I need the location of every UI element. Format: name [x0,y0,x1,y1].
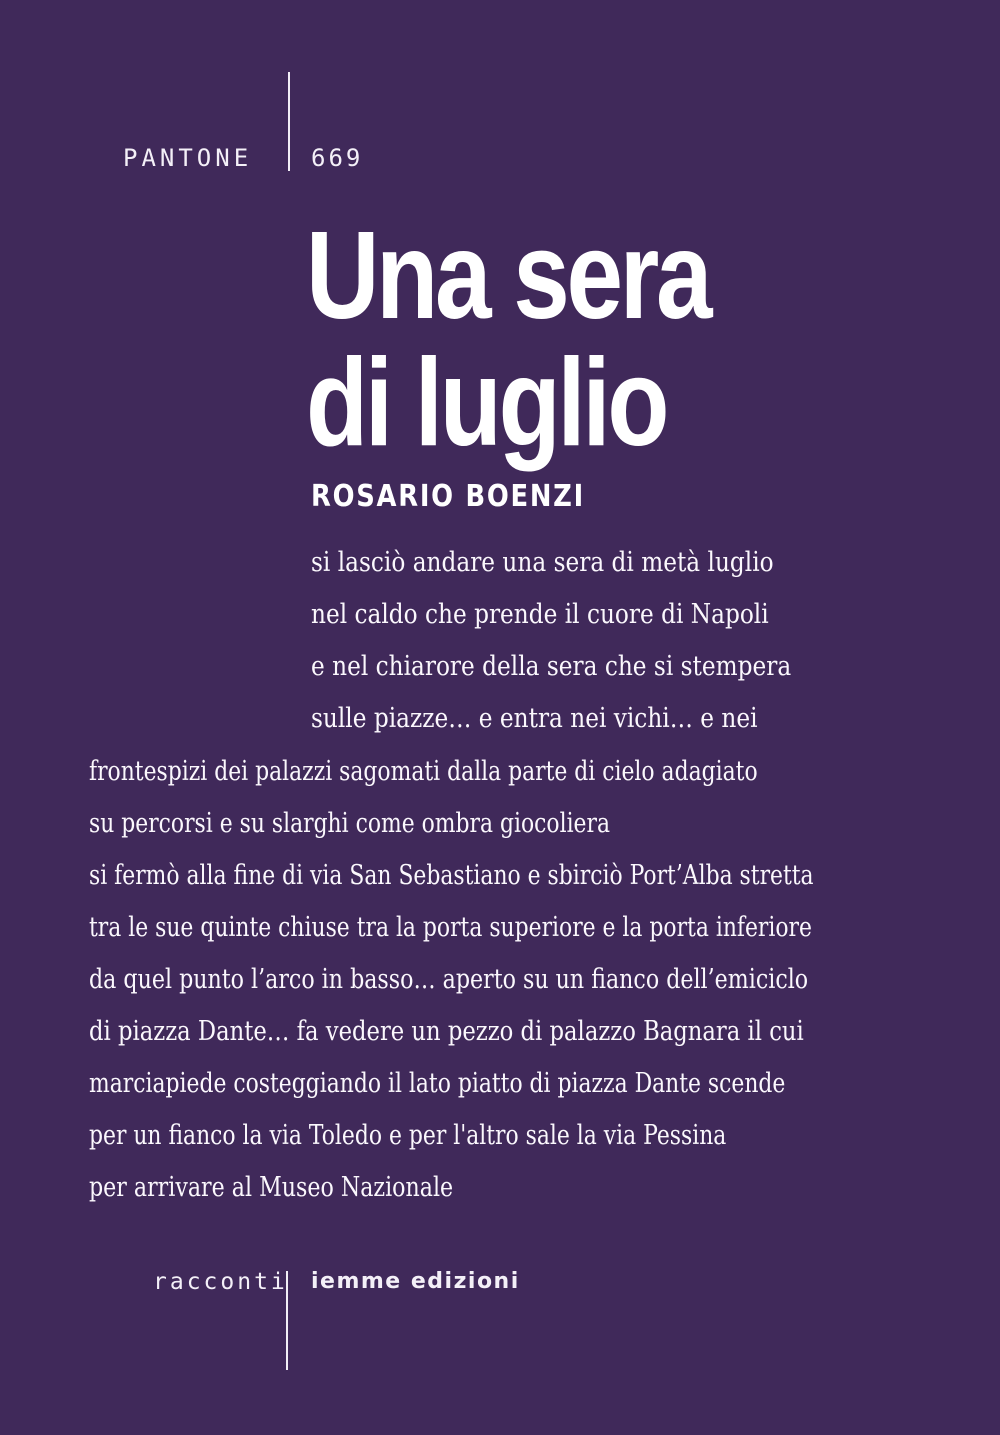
excerpt-line: nel caldo che prende il cuore di Napoli [311,599,769,630]
excerpt-line: da quel punto l’arco in basso… aperto su un fianco dell’emiciclo [89,964,809,995]
excerpt-line: sulle piazze… e entra nei vichi… e nei [311,703,758,734]
author-name: ROSARIO BOENZI [311,479,585,514]
publisher-name: iemme edizioni [311,1269,520,1294]
excerpt-line: e nel chiarore della sera che si stempera [311,651,792,682]
book-title-line-1: Una sera [306,207,710,345]
book-title-line-2: di luglio [306,334,667,472]
excerpt-line: si fermò alla fine di via San Sebastiano e sbirciò Port’Alba stretta [89,860,814,891]
book-title [306,207,710,472]
excerpt-line: su percorsi e su slarghi come ombra giocoliera [89,808,610,839]
series-name: PANTONE [123,144,253,172]
excerpt-line: per un fianco la via Toledo e per l'altro sale la via Pessina [89,1120,727,1151]
excerpt-line: per arrivare al Museo Nazionale [89,1172,454,1203]
excerpt-line: frontespizi dei palazzi sagomati dalla parte di cielo adagiato [89,756,758,787]
excerpt-line: di piazza Dante… fa vedere un pezzo di palazzo Bagnara il cui [89,1016,804,1047]
excerpt-line: si lasciò andare una sera di metà luglio [311,547,774,578]
excerpt-line: tra le sue quinte chiuse tra la porta superiore e la porta inferiore [89,912,812,943]
series-code: 669 [311,144,364,172]
top-divider-line [288,72,290,171]
genre-label: racconti [153,1269,288,1295]
excerpt-line: marciapiede costeggiando il lato piatto di piazza Dante scende [89,1068,786,1099]
